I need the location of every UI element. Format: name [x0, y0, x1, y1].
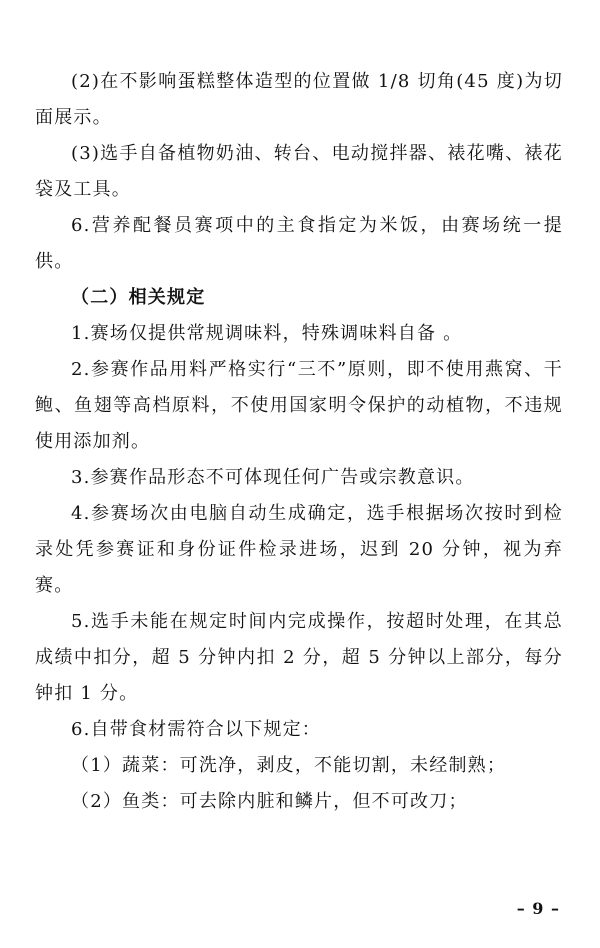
paragraph-rule-6: 6.自带食材需符合以下规定： [71, 719, 321, 740]
paragraph-contestant-tools: (3)选手自备植物奶油、转台、电动搅拌器、裱花嘴、裱花袋及工具。 [35, 143, 563, 200]
page-number: – 9 – [516, 899, 560, 918]
paragraph-rule-1: 1.赛场仅提供常规调味料，特殊调味料自备 。 [71, 323, 463, 344]
paragraph-staple-food: 6.营养配餐员赛项中的主食指定为米饭，由赛场统一提供。 [35, 215, 563, 272]
paragraph-rule-5: 5.选手未能在规定时间内完成操作，按超时处理，在其总成绩中扣分，超 5 分钟内扣 2 分，超 5 分钟以上部分，每分钟扣 1 分。 [35, 611, 563, 704]
paragraph-rule-6-fish: （2）鱼类：可去除内脏和鳞片，但不可改刀； [71, 791, 468, 812]
paragraph-rule-4: 4.参赛场次由电脑自动生成确定，选手根据场次按时到检录处凭参赛证和身份证件检录进场，迟到 20 分钟，视为弃赛。 [35, 503, 563, 596]
section-heading-related-rules: （二）相关规定 [71, 287, 206, 308]
paragraph-cake-cut: (2)在不影响蛋糕整体造型的位置做 1/8 切角(45 度)为切面展示。 [35, 71, 563, 128]
document-body [35, 64, 563, 820]
paragraph-rule-3: 3.参赛作品形态不可体现任何广告或宗教意识。 [71, 467, 475, 488]
paragraph-rule-6-vegetables: （1）蔬菜：可洗净，剥皮，不能切割，未经制熟； [71, 755, 507, 776]
paragraph-rule-2: 2.参赛作品用料严格实行“三不”原则，即不使用燕窝、干鲍、鱼翅等高档原料，不使用国家明令保护的动植物，不违规使用添加剂。 [35, 359, 563, 452]
